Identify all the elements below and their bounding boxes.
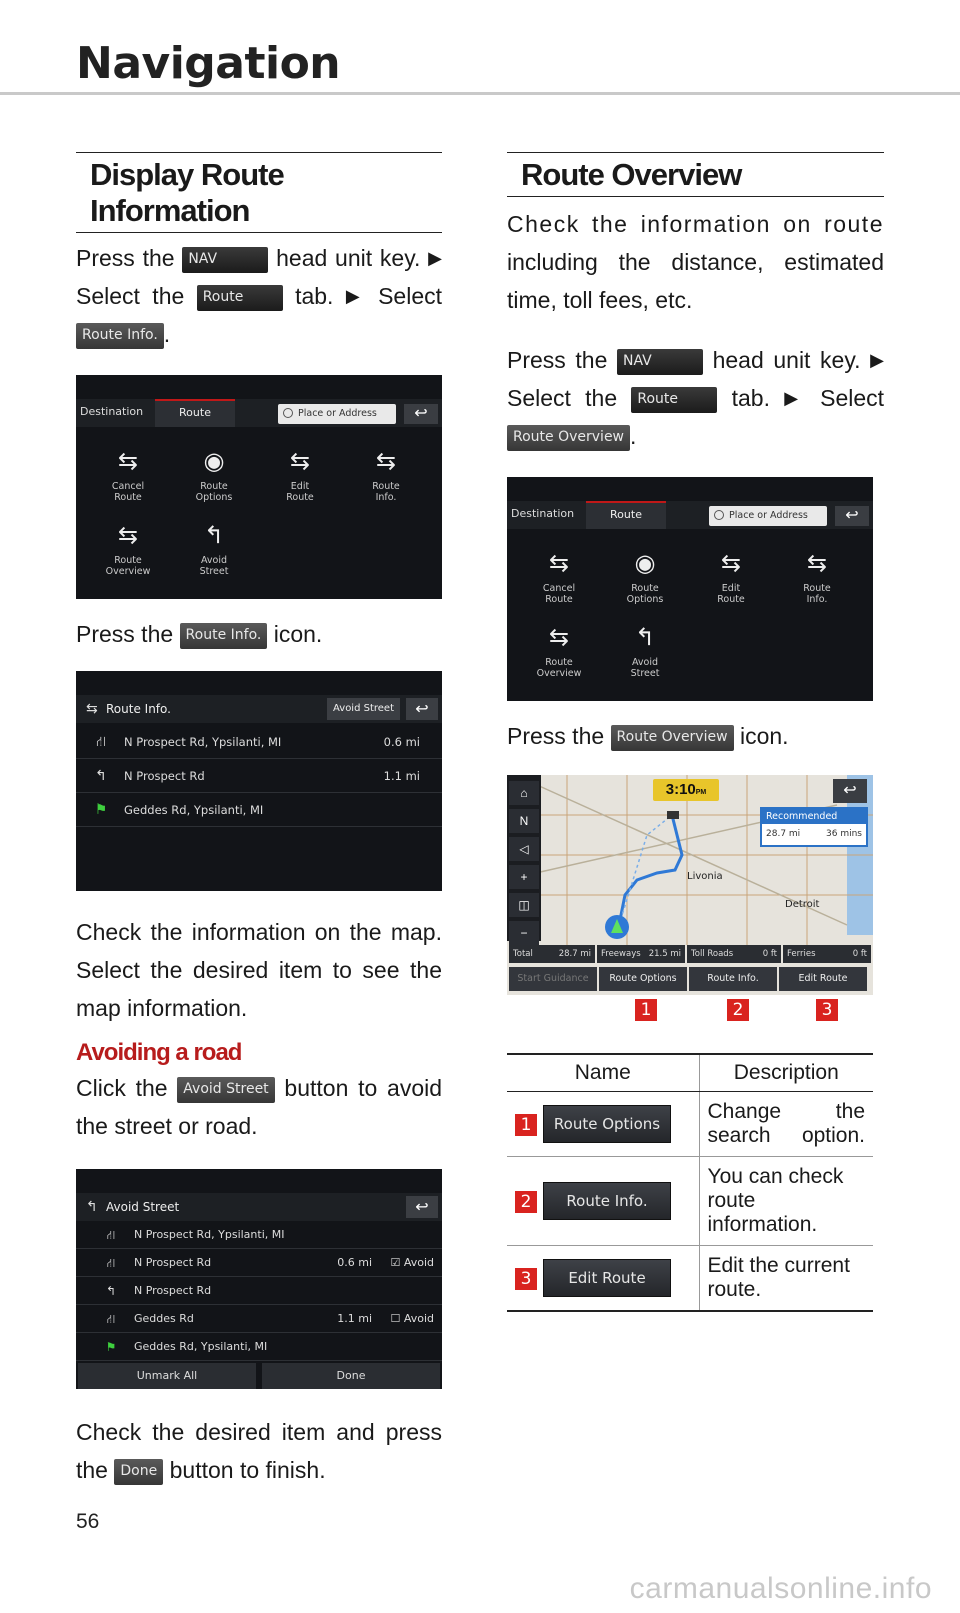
tab-route[interactable]: Route [155,399,235,427]
avoid-step: Click the Avoid Street button to avoid [76,1075,443,1101]
table-row [507,1157,873,1246]
step-press-route-overview: Press the Route Overview icon. [507,723,789,749]
road-icon: ⛙ [106,1228,116,1242]
avoid-street-button[interactable]: ↰ Avoid Street [630,623,660,679]
route-info-button[interactable]: Route Info. [689,967,777,991]
step-route-overview: Route Overview . [507,417,884,455]
intro-text-1: Check the information on route [507,211,884,237]
route-overview-chip: Route Overview [507,425,630,451]
route-info-icon: ⇆ [375,447,397,475]
back-button[interactable]: ↩ [406,1196,438,1218]
step-route-info: Route Info. . [76,315,442,353]
list-item[interactable]: ↰ N Prospect Rd 1.1 mi [76,759,442,793]
list-item[interactable]: ⛙ N Prospect Rd 0.6 mi ☑ Avoid [76,1249,442,1277]
auto-zoom-icon[interactable]: ◫ [509,893,539,917]
list-item[interactable]: ⛙ N Prospect Rd, Ypsilanti, MI 0.6 mi [76,725,442,759]
done-button[interactable]: Done [262,1363,440,1389]
route-info-header: ⇆ Route Info. Avoid Street ↩ [76,695,442,723]
cancel-route-button[interactable]: ⇆ Cancel Route [111,447,145,503]
avoid-step-2: the street or road. [76,1113,258,1139]
back-button[interactable]: ↩ [835,506,869,526]
arrow-right-icon: ▶ [870,350,884,370]
turn-left-icon: ↰ [95,768,107,784]
stat-toll-roads: Toll Roads 0 ft [687,945,781,963]
zoom-out-icon[interactable]: − [509,921,539,945]
route-info-button[interactable]: ⇆ Route Info. [372,447,400,503]
tab-destination[interactable]: Destination [80,405,144,418]
avoid-street-header: ↰ Avoid Street ↩ [76,1193,442,1221]
edit-route-button[interactable]: ⇆ Edit Route [717,549,745,605]
road-icon: ⛙ [106,1312,116,1326]
list-item[interactable]: ⛙ N Prospect Rd, Ypsilanti, MI [76,1221,442,1249]
page-title: Navigation [76,38,341,89]
list-item[interactable]: ↰ N Prospect Rd [76,1277,442,1305]
right-column [507,152,884,1312]
check-map-text-1: Check the information on the map. [76,919,442,945]
title-rule [0,92,960,95]
intro-text-3: time, toll fees, etc. [507,287,693,313]
step-press-nav: Press the NAV head unit key. ▶ [76,245,443,271]
col-name-header: Name [507,1054,699,1092]
avoid-street-button[interactable]: Avoid Street [327,698,400,720]
search-input[interactable]: Place or Address [278,404,396,424]
city-label: Detroit [785,899,820,910]
check-desired-text: Check the desired item and press [76,1419,442,1445]
route-info-chip: Route Info. [180,623,268,649]
compass-icon[interactable]: N [509,809,539,833]
nav-key-chip: NAV [617,349,703,375]
tab-destination[interactable]: Destination [511,507,575,520]
tab-route[interactable]: Route [586,501,666,529]
avoid-street-chip: Avoid Street [177,1077,274,1103]
cancel-route-icon: ⇆ [117,447,139,475]
page-number: 56 [76,1510,100,1533]
route-info-icon: ⇆ [806,549,828,577]
search-icon [714,510,724,520]
section-heading-display-route-info: Display Route Information [76,152,442,233]
start-guidance-button[interactable]: Start Guidance [509,967,597,991]
table-row [507,1246,873,1312]
stat-ferries: Ferries 0 ft [783,945,871,963]
check-map-text-3: map information. [76,995,248,1021]
route-options-button[interactable]: ◉ Route Options [195,447,233,503]
route-tab-chip: Route [631,387,717,413]
route-overview-map-screenshot [507,775,873,995]
done-chip: Done [114,1459,163,1485]
description-table [507,1053,873,1312]
edit-route-icon: ⇆ [289,447,311,475]
route-options-icon: ◉ [203,447,225,475]
check-map-text-2: Select the desired item to see the [76,957,442,983]
callout-1: 1 [515,1114,537,1136]
step-select-route: Select the Route tab. ▶ Select [507,385,885,411]
avoid-street-screenshot [76,1169,442,1389]
desc-cell: Edit the current route. [699,1246,873,1312]
search-icon [283,408,293,418]
intro-text-2: including the distance, estimated [507,249,884,275]
avoid-checkbox[interactable]: ☐ Avoid [390,1312,434,1325]
arrow-right-icon: ▶ [345,286,366,306]
stat-freeways: Freeways 21.5 mi [597,945,685,963]
route-options-chip: Route Options [543,1105,671,1143]
step-press-route-info: Press the Route Info. icon. [76,621,323,647]
watermark: carmanualsonline.info [629,1572,932,1605]
flag-icon: ⚑ [105,1340,117,1354]
stat-total: Total 28.7 mi [509,945,595,963]
avoid-street-icon: ↰ [86,1199,98,1215]
route-options-button[interactable]: ◉ Route Options [626,549,664,605]
turn-left-icon: ↰ [105,1284,117,1298]
route-options-icon: ◉ [634,549,656,577]
route-overview-button[interactable]: ⇆ Route Overview [536,623,582,679]
route-options-button[interactable]: Route Options [599,967,687,991]
home-icon[interactable]: ⌂ [509,781,539,805]
route-info-screenshot [76,671,442,891]
route-info-button[interactable]: ⇆ Route Info. [803,549,831,605]
arrow-right-icon: ▶ [428,248,443,268]
edit-route-chip: Edit Route [543,1259,671,1297]
route-tab-chip: Route [197,285,283,311]
avoid-street-icon: ↰ [203,521,225,549]
callout-1: 1 [635,999,657,1021]
edit-route-button[interactable]: Edit Route [779,967,867,991]
callout-numbers [507,995,884,1025]
list-item[interactable]: ⚑ Geddes Rd, Ypsilanti, MI [76,793,442,827]
road-icon: ⛙ [106,1256,116,1270]
nav-key-chip: NAV [182,247,268,273]
road-icon: ⛙ [96,734,106,750]
col-desc-header: Description [699,1054,873,1092]
list-item[interactable]: ⚑ Geddes Rd, Ypsilanti, MI [76,1333,442,1361]
unmark-all-button[interactable]: Unmark All [78,1363,256,1389]
back-button[interactable]: ↩ [406,698,438,720]
avoid-street-button[interactable]: ↰ Avoid Street [199,521,229,577]
cancel-route-icon: ⇆ [548,549,570,577]
route-overview-icon: ⇆ [548,623,570,651]
section-heading-route-overview: Route Overview [507,152,884,197]
back-button[interactable]: ↩ [404,404,438,424]
route-info-icon: ⇆ [86,701,98,717]
search-input[interactable]: Place or Address [709,506,827,526]
callout-3: 3 [816,999,838,1021]
list-item[interactable]: ⛙ Geddes Rd 1.1 mi ☐ Avoid [76,1305,442,1333]
route-info-chip: Route Info. [543,1182,671,1220]
city-label: Livonia [687,871,723,882]
done-step: the Done button to finish. [76,1457,326,1483]
route-info-chip: Route Info. [76,323,164,349]
edit-route-button[interactable]: ⇆ Edit Route [286,447,314,503]
flag-icon: ⚑ [94,802,108,818]
desc-cell: Change the search option. [699,1092,873,1157]
arrow-right-icon: ▶ [784,388,806,408]
desc-cell: You can check route information. [699,1157,873,1246]
callout-2: 2 [515,1191,537,1213]
step-select-route: Select the Route tab. ▶ Select [76,283,443,309]
recommended-route-card[interactable]: Recommended 28.7 mi 36 mins [760,807,868,847]
avoid-road-heading: Avoiding a road [76,1039,242,1066]
avoid-street-icon: ↰ [634,623,656,651]
avoid-checkbox[interactable]: ☑ Avoid [390,1256,434,1269]
table-row [507,1092,873,1157]
cancel-route-button[interactable]: ⇆ Cancel Route [542,549,576,605]
route-overview-chip: Route Overview [611,725,734,751]
callout-3: 3 [515,1268,537,1290]
edit-route-icon: ⇆ [720,549,742,577]
clock: 3:10PM [653,779,719,801]
step-press-nav: Press the NAV head unit key. ▶ [507,347,884,373]
back-button[interactable]: ↩ [833,779,867,803]
zoom-in-icon[interactable]: + [509,865,539,889]
callout-2: 2 [727,999,749,1021]
route-menu-screenshot [76,375,442,599]
route-menu-screenshot-2 [507,477,873,701]
left-column [76,152,442,1489]
route-overview-button[interactable]: ⇆ Route Overview [105,521,151,577]
volume-icon[interactable]: ◁ [509,837,539,861]
route-overview-icon: ⇆ [117,521,139,549]
